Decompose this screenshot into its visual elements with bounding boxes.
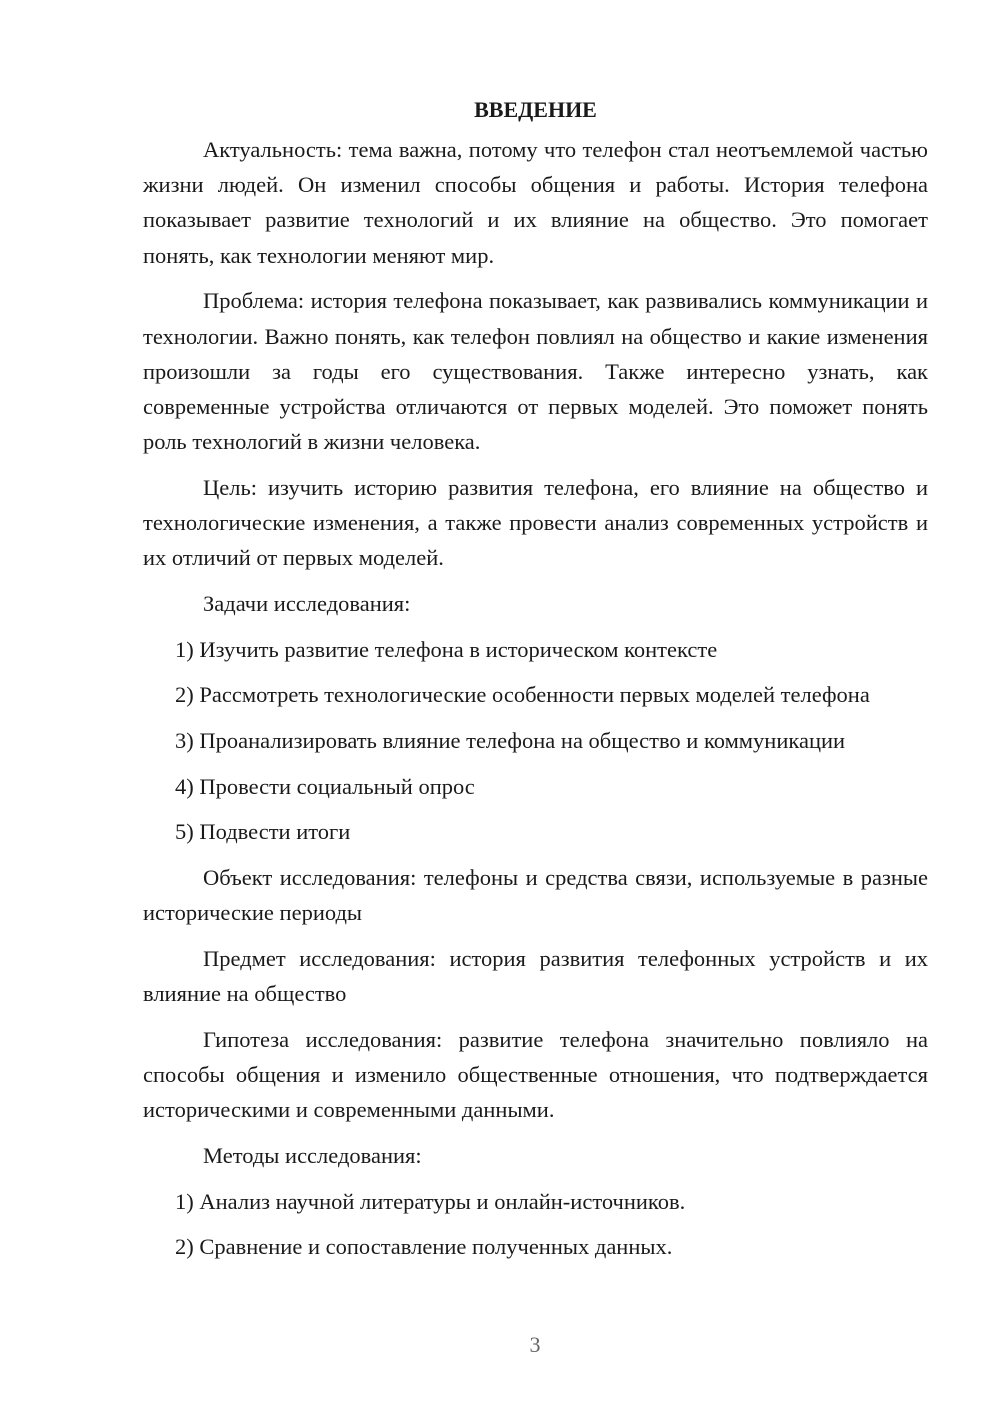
paragraph-subject: Предмет исследования: история развития телефонных устройств и их влияние на общество bbox=[143, 946, 928, 1007]
paragraph-problem: Проблема: история телефона показывает, как развивались коммуникации и технологии. Важно понять, как телефон повлиял на общество и какие изменения произошли за годы его существования. Также интересно узнать, как современные устройства отличаются от первых моделей. Это поможет понять роль технологий в жизни человека. bbox=[143, 288, 928, 455]
list-item-method-2: 2) Сравнение и сопоставление полученных данных. bbox=[175, 1234, 673, 1260]
paragraph-relevance: Актуальность: тема важна, потому что телефон стал неотъемлемой частью жизни людей. Он изменил способы общения и работы. История телефона показывает развитие технологий и их влияние на общество. Это помогает понять, как технологии меняют мир. bbox=[143, 137, 928, 268]
list-item-task-3: 3) Проанализировать влияние телефона на общество и коммуникации bbox=[175, 728, 846, 754]
section-title: ВВЕДЕНИЕ bbox=[474, 97, 597, 122]
list-item-task-2: 2) Рассмотреть технологические особенности первых моделей телефона bbox=[175, 682, 870, 708]
paragraph-goal: Цель: изучить историю развития телефона, его влияние на общество и технологические изменения, а также провести анализ современных устройств и их отличий от первых моделей. bbox=[143, 474, 928, 571]
paragraph-object: Объект исследования: телефоны и средства связи, используемые в разные исторические периоды bbox=[143, 865, 928, 926]
paragraph-methods-heading: Методы исследования: bbox=[203, 1143, 422, 1169]
list-item-task-5: 5) Подвести итоги bbox=[175, 819, 351, 845]
list-item-task-1: 1) Изучить развитие телефона в историческом контексте bbox=[175, 636, 718, 662]
paragraph-hypothesis: Гипотеза исследования: развитие телефона значительно повлияло на способы общения и изменило общественные отношения, что подтверждается историческими и современными данными. bbox=[143, 1026, 928, 1123]
page-number: 3 bbox=[529, 1332, 541, 1357]
document-page bbox=[143, 92, 928, 1275]
paragraph-tasks-heading: Задачи исследования: bbox=[203, 590, 411, 616]
list-item-method-1: 1) Анализ научной литературы и онлайн-источников. bbox=[175, 1188, 686, 1214]
list-item-task-4: 4) Провести социальный опрос bbox=[175, 773, 475, 799]
